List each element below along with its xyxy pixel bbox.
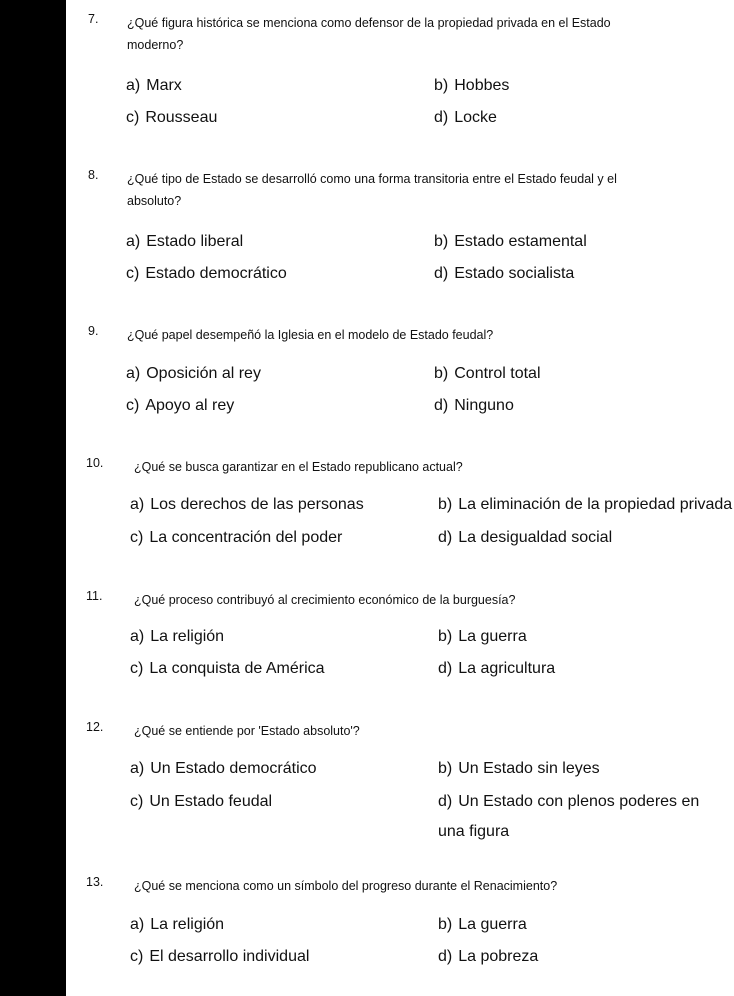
option-d[interactable]: d) Un Estado con plenos poderes en una figura: [438, 793, 700, 840]
option-d[interactable]: d) Ninguno: [434, 397, 514, 414]
question-text: ¿Qué tipo de Estado se desarrolló como una forma transitoria entre el Estado feudal y el absoluto?: [127, 172, 617, 208]
option-b[interactable]: b) Hobbes: [434, 77, 510, 94]
option-c[interactable]: c) Apoyo al rey: [126, 397, 235, 414]
question-number: 11.: [86, 589, 103, 603]
question-number: 12.: [86, 720, 104, 734]
option-a[interactable]: a) La religión: [130, 628, 225, 645]
question-text: ¿Qué se menciona como un símbolo del progreso durante el Renacimiento?: [134, 879, 558, 893]
option-d[interactable]: d) La pobreza: [438, 948, 539, 965]
option-c[interactable]: c) Rousseau: [126, 109, 218, 126]
option-c[interactable]: c) Estado democrático: [126, 265, 287, 282]
question-text: ¿Qué papel desempeñó la Iglesia en el modelo de Estado feudal?: [127, 328, 494, 342]
question-text: ¿Qué proceso contribuyó al crecimiento económico de la burguesía?: [134, 593, 516, 607]
option-a[interactable]: a) Oposición al rey: [126, 365, 261, 382]
option-b[interactable]: b) Control total: [434, 365, 541, 382]
question-text: ¿Qué se busca garantizar en el Estado republicano actual?: [134, 460, 463, 474]
option-b[interactable]: b) Estado estamental: [434, 233, 587, 250]
option-c[interactable]: c) La conquista de América: [130, 660, 325, 677]
question-number: 8.: [88, 168, 99, 182]
question-number: 13.: [86, 875, 104, 889]
option-b[interactable]: b) La guerra: [438, 628, 527, 645]
option-d[interactable]: d) La agricultura: [438, 660, 556, 677]
option-c[interactable]: c) La concentración del poder: [130, 529, 343, 546]
question-number: 7.: [88, 12, 99, 26]
option-a[interactable]: a) Un Estado democrático: [130, 760, 317, 777]
option-d[interactable]: d) La desigualdad social: [438, 529, 613, 546]
option-c[interactable]: c) Un Estado feudal: [130, 793, 273, 810]
option-b[interactable]: b) La eliminación de la propiedad privada: [438, 496, 733, 513]
option-a[interactable]: a) Estado liberal: [126, 233, 244, 250]
document-page: [66, 0, 734, 996]
option-b[interactable]: b) Un Estado sin leyes: [438, 760, 600, 777]
question-number: 10.: [86, 456, 104, 470]
question-text: ¿Qué se entiende por 'Estado absoluto'?: [134, 724, 360, 738]
option-d[interactable]: d) Estado socialista: [434, 265, 575, 282]
option-c[interactable]: c) El desarrollo individual: [130, 948, 310, 965]
option-d[interactable]: d) Locke: [434, 109, 497, 126]
option-a[interactable]: a) La religión: [130, 916, 225, 933]
question-number: 9.: [88, 324, 99, 338]
option-a[interactable]: a) Los derechos de las personas: [130, 496, 364, 513]
option-b[interactable]: b) La guerra: [438, 916, 527, 933]
option-a[interactable]: a) Marx: [126, 77, 182, 94]
question-text: ¿Qué figura histórica se menciona como defensor de la propiedad privada en el Estado moderno?: [127, 16, 611, 52]
